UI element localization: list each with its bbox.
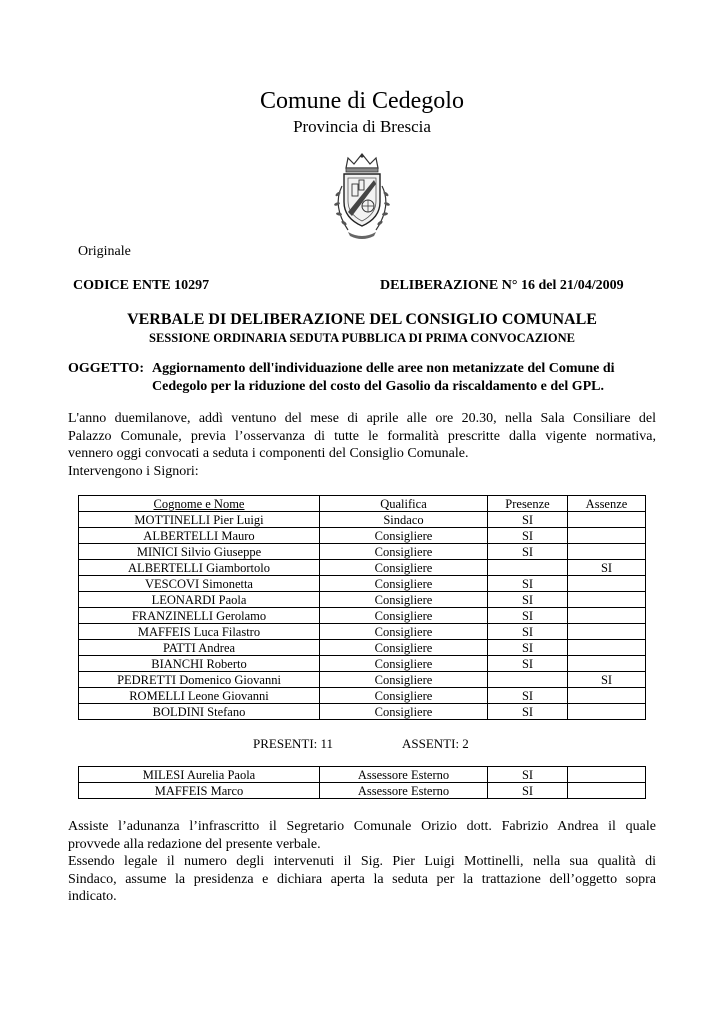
intro-line: vennero oggi convocati a seduta i componenti del Consiglio Comunale. [68,446,469,461]
sessione-heading: SESSIONE ORDINARIA SEDUTA PUBBLICA DI PRIMA CONVOCAZIONE [149,331,575,345]
cell-role: Consigliere [320,608,488,624]
attendance-table [78,495,646,720]
cell-name: MILESI Aurelia Paola [79,767,320,783]
closing-paragraph [68,818,656,906]
cell-present: SI [488,544,568,560]
table-row [79,528,646,544]
cell-name: PEDRETTI Domenico Giovanni [79,672,320,688]
oggetto-block [68,360,658,396]
cell-name: ALBERTELLI Giambortolo [79,560,320,576]
cell-present: SI [488,592,568,608]
table-header-row [79,496,646,512]
table-row [79,576,646,592]
cell-name: LEONARDI Paola [79,592,320,608]
cell-absent [568,592,646,608]
cell-present: SI [488,624,568,640]
cell-role: Consigliere [320,640,488,656]
cell-absent: SI [568,560,646,576]
closing-line: Assiste l’adunanza l’infrascritto il Segretario Comunale Orizio dott. Fabrizio Andrea il quale [68,819,656,834]
cell-role: Consigliere [320,544,488,560]
cell-present: SI [488,528,568,544]
table-row [79,640,646,656]
table-row [79,560,646,576]
cell-name: FRANZINELLI Gerolamo [79,608,320,624]
deliberazione-number: DELIBERAZIONE N° 16 del 21/04/2009 [380,278,624,293]
cell-name: VESCOVI Simonetta [79,576,320,592]
cell-role: Consigliere [320,704,488,720]
table-row [79,544,646,560]
cell-name: MOTTINELLI Pier Luigi [79,512,320,528]
cell-role: Assessore Esterno [320,783,488,799]
oggetto-label: OGGETTO: [68,361,144,376]
codice-ente: CODICE ENTE 10297 [73,278,210,293]
oggetto-line: Cedegolo per la riduzione del costo del Gasolio da riscaldamento e del GPL. [152,379,604,394]
cell-absent [568,783,646,799]
cell-name: BOLDINI Stefano [79,704,320,720]
cell-absent [568,624,646,640]
column-header-present: Presenze [488,496,568,512]
cell-absent [568,608,646,624]
cell-present: SI [488,656,568,672]
table-row [79,767,646,783]
presenti-count: PRESENTI: 11 [253,736,334,751]
cell-name: PATTI Andrea [79,640,320,656]
cell-role: Consigliere [320,656,488,672]
cell-present: SI [488,767,568,783]
cell-name: MINICI Silvio Giuseppe [79,544,320,560]
cell-absent [568,704,646,720]
table-row [79,688,646,704]
cell-absent: SI [568,672,646,688]
closing-line: Sindaco, assume la presidenza e dichiara aperta la seduta per la trattazione dell’oggetto sopra [68,871,656,887]
cell-present: SI [488,640,568,656]
closing-line: provvede alla redazione del presente verbale. [68,836,321,852]
cell-role: Assessore Esterno [320,767,488,783]
cell-absent [568,640,646,656]
intro-line: Palazzo Comunale, previa l’osservanza di tutte le formalità prescritte dalla vigente normativa, [68,428,656,444]
intro-paragraph [68,410,656,480]
cell-absent [568,576,646,592]
cell-present: SI [488,608,568,624]
cell-name: MAFFEIS Luca Filastro [79,624,320,640]
intro-line: L'anno duemilanove, addì ventuno del mese di aprile alle ore 20.30, nella Sala Consiliare del [68,411,656,426]
cell-role: Consigliere [320,592,488,608]
column-header-role: Qualifica [320,496,488,512]
cell-name: MAFFEIS Marco [79,783,320,799]
verbale-heading: VERBALE DI DELIBERAZIONE DEL CONSIGLIO COMUNALE [127,311,597,328]
table-row [79,783,646,799]
cell-present: SI [488,704,568,720]
cell-role: Consigliere [320,624,488,640]
column-header-absent: Assenze [568,496,646,512]
cell-present [488,560,568,576]
table-row [79,512,646,528]
oggetto-line: Aggiornamento dell'individuazione delle aree non metanizzate del Comune di [152,361,615,376]
cell-absent [568,528,646,544]
column-header-name: Cognome e Nome [79,496,320,512]
table-row [79,624,646,640]
cell-role: Consigliere [320,528,488,544]
assenti-count: ASSENTI: 2 [402,736,469,751]
cell-absent [568,688,646,704]
cell-role: Consigliere [320,688,488,704]
cell-present: SI [488,512,568,528]
cell-name: BIANCHI Roberto [79,656,320,672]
cell-absent [568,512,646,528]
cell-absent [568,656,646,672]
document-status: Originale [78,244,131,259]
table-row [79,656,646,672]
table-row [79,592,646,608]
cell-present [488,672,568,688]
closing-line: Essendo legale il numero degli intervenuti il Sig. Pier Luigi Mottinelli, nella sua qualità di [68,854,656,869]
page-subtitle: Provincia di Brescia [293,117,431,136]
cell-role: Consigliere [320,560,488,576]
cell-name: ALBERTELLI Mauro [79,528,320,544]
cell-absent [568,544,646,560]
cell-present: SI [488,576,568,592]
cell-role: Consigliere [320,672,488,688]
intro-line: Intervengono i Signori: [68,463,199,479]
cell-absent [568,767,646,783]
cell-present: SI [488,783,568,799]
assessori-table [78,766,646,799]
cell-role: Consigliere [320,576,488,592]
cell-present: SI [488,688,568,704]
page-title: Comune di Cedegolo [260,88,464,114]
table-row [79,608,646,624]
coat-of-arms-icon [326,150,398,242]
cell-name: ROMELLI Leone Giovanni [79,688,320,704]
cell-role: Sindaco [320,512,488,528]
table-row [79,704,646,720]
closing-line: indicato. [68,889,117,904]
table-row [79,672,646,688]
